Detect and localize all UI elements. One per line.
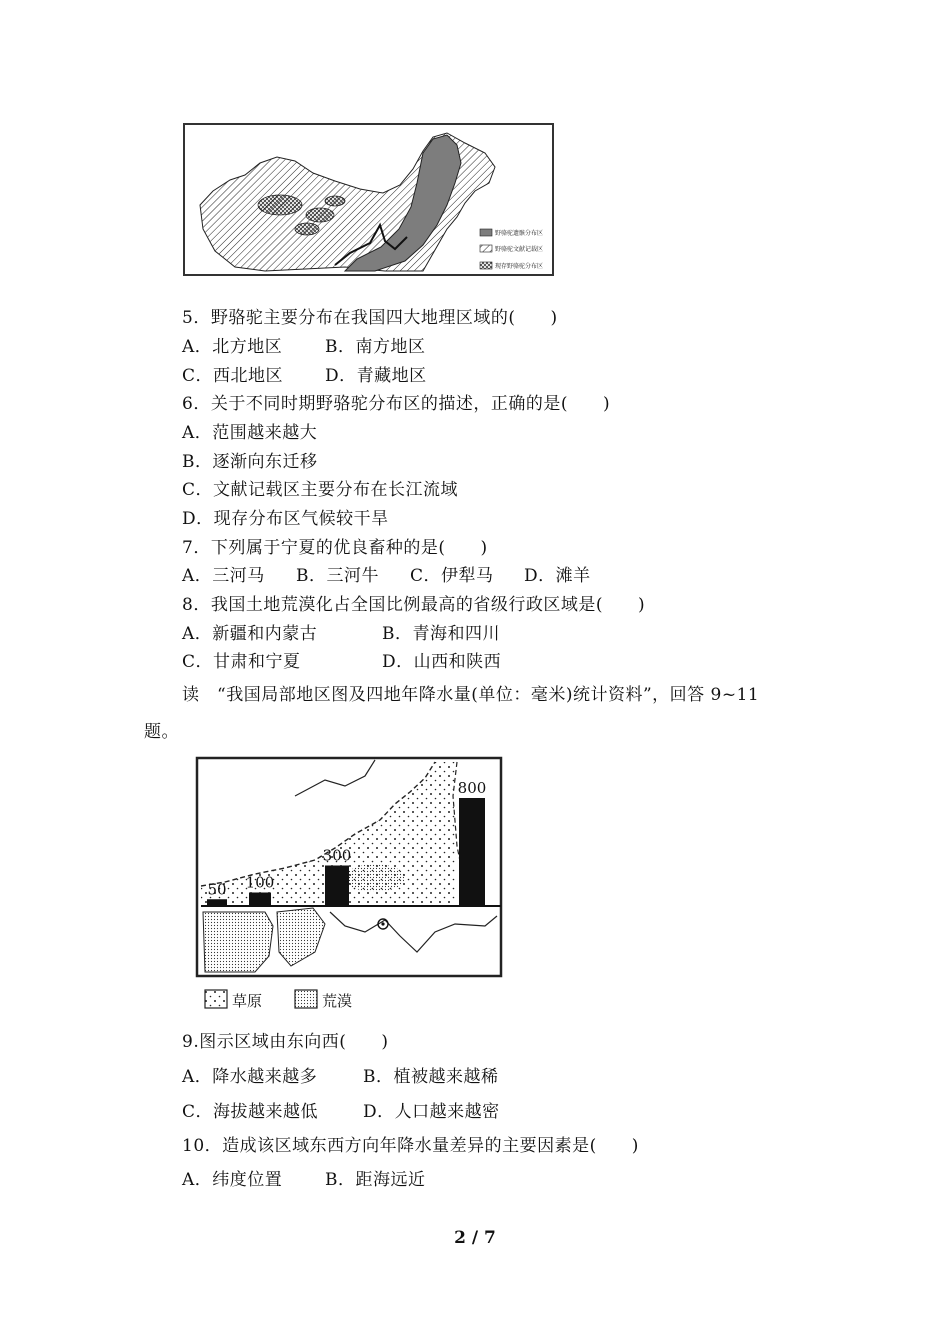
q10-options (182, 1169, 426, 1191)
q10-option-a[interactable]: A．纬度位置 (182, 1170, 283, 1190)
legend-records: 野骆驼文献记载区 (495, 246, 544, 253)
q8-options-row2 (182, 651, 501, 673)
q6-option-c[interactable]: C．文献记载区主要分布在长江流域 (182, 480, 459, 500)
q10-option-b[interactable]: B．距海远近 (325, 1170, 426, 1190)
q9-options-row1 (182, 1066, 499, 1088)
legend-present: 现存野骆驼分布区 (495, 263, 544, 270)
page-number: 2 / 7 (454, 1228, 496, 1248)
q9-stem: 9.图示区域由东向西( ) (182, 1032, 389, 1052)
precip-bar-4 (459, 798, 485, 906)
legend-swatch-grassland (205, 990, 227, 1008)
q9-option-b[interactable]: B．植被越来越稀 (363, 1067, 499, 1087)
legend-desert: 荒漠 (322, 992, 353, 1010)
present-region-1 (258, 195, 302, 215)
q7-options (182, 565, 591, 587)
q9-option-a[interactable]: A．降水越来越多 (182, 1067, 318, 1087)
q6-option-b[interactable]: B．逐渐向东迁移 (182, 452, 318, 472)
q7-option-b[interactable]: B．三河牛 (296, 566, 379, 586)
present-region-4 (325, 196, 345, 206)
precip-map-svg (195, 756, 505, 1022)
legend-swatch-remains (480, 229, 492, 236)
q5-option-c[interactable]: C．西北地区 (182, 366, 284, 386)
q8-option-b[interactable]: B．青海和四川 (382, 624, 500, 644)
legend-swatch-desert (295, 990, 317, 1008)
legend-swatch-records (480, 245, 492, 252)
precip-bar-2 (249, 893, 271, 907)
precip-bar-label-1: 50 (207, 880, 227, 899)
intro-line2: 题。 (144, 722, 179, 742)
q5-option-b[interactable]: B．南方地区 (325, 337, 426, 357)
q9-option-c[interactable]: C．海拔越来越低 (182, 1102, 319, 1122)
q8-option-c[interactable]: C．甘肃和宁夏 (182, 652, 301, 672)
precip-bar-1 (207, 899, 227, 906)
camel-distribution-map (183, 123, 554, 276)
q7-option-c[interactable]: C．伊犁马 (410, 566, 494, 586)
q8-stem: 8．我国土地荒漠化占全国比例最高的省级行政区域是( ) (182, 595, 646, 615)
q8-option-a[interactable]: A．新疆和内蒙古 (182, 624, 318, 644)
legend-remains: 野骆驼遗骸分布区 (495, 230, 544, 237)
precip-bar-label-3: 300 (322, 846, 352, 865)
q9-options-row2 (182, 1101, 500, 1123)
precip-bar-3 (325, 866, 349, 907)
q6-stem: 6．关于不同时期野骆驼分布区的描述，正确的是( ) (182, 394, 611, 414)
q8-option-d[interactable]: D．山西和陕西 (382, 652, 502, 672)
q10-stem: 10．造成该区域东西方向年降水量差异的主要因素是( ) (182, 1136, 639, 1156)
precip-bar-label-4: 800 (457, 779, 487, 797)
camel-map-svg (185, 125, 552, 274)
q5-option-d[interactable]: D．青藏地区 (325, 366, 427, 386)
q6-option-a[interactable]: A．范围越来越大 (182, 423, 318, 443)
desert-area-bottom (203, 912, 273, 972)
legend-grassland: 草原 (232, 992, 263, 1010)
q5-stem: 5．野骆驼主要分布在我国四大地理区域的( ) (182, 308, 558, 328)
intro-line1: 读 “我国局部地区图及四地年降水量(单位：毫米)统计资料”，回答 9~11 (182, 685, 760, 705)
q8-options-row1 (182, 623, 500, 645)
present-region-2 (306, 208, 334, 222)
q5-options-row1 (182, 336, 426, 358)
precipitation-map (195, 756, 505, 1022)
q5-options-row2 (182, 365, 427, 387)
desert-patch-mid (345, 864, 405, 892)
q7-option-d[interactable]: D．滩羊 (524, 566, 591, 586)
legend-swatch-present (480, 262, 492, 269)
q5-option-a[interactable]: A．北方地区 (182, 337, 283, 357)
present-region-3 (295, 223, 319, 235)
q6-option-d[interactable]: D．现存分布区气候较干旱 (182, 509, 389, 529)
precip-bar-label-2: 100 (245, 873, 275, 892)
q7-option-a[interactable]: A．三河马 (182, 566, 265, 586)
q9-option-d[interactable]: D．人口越来越密 (363, 1102, 500, 1122)
q7-stem: 7．下列属于宁夏的优良畜种的是( ) (182, 538, 488, 558)
